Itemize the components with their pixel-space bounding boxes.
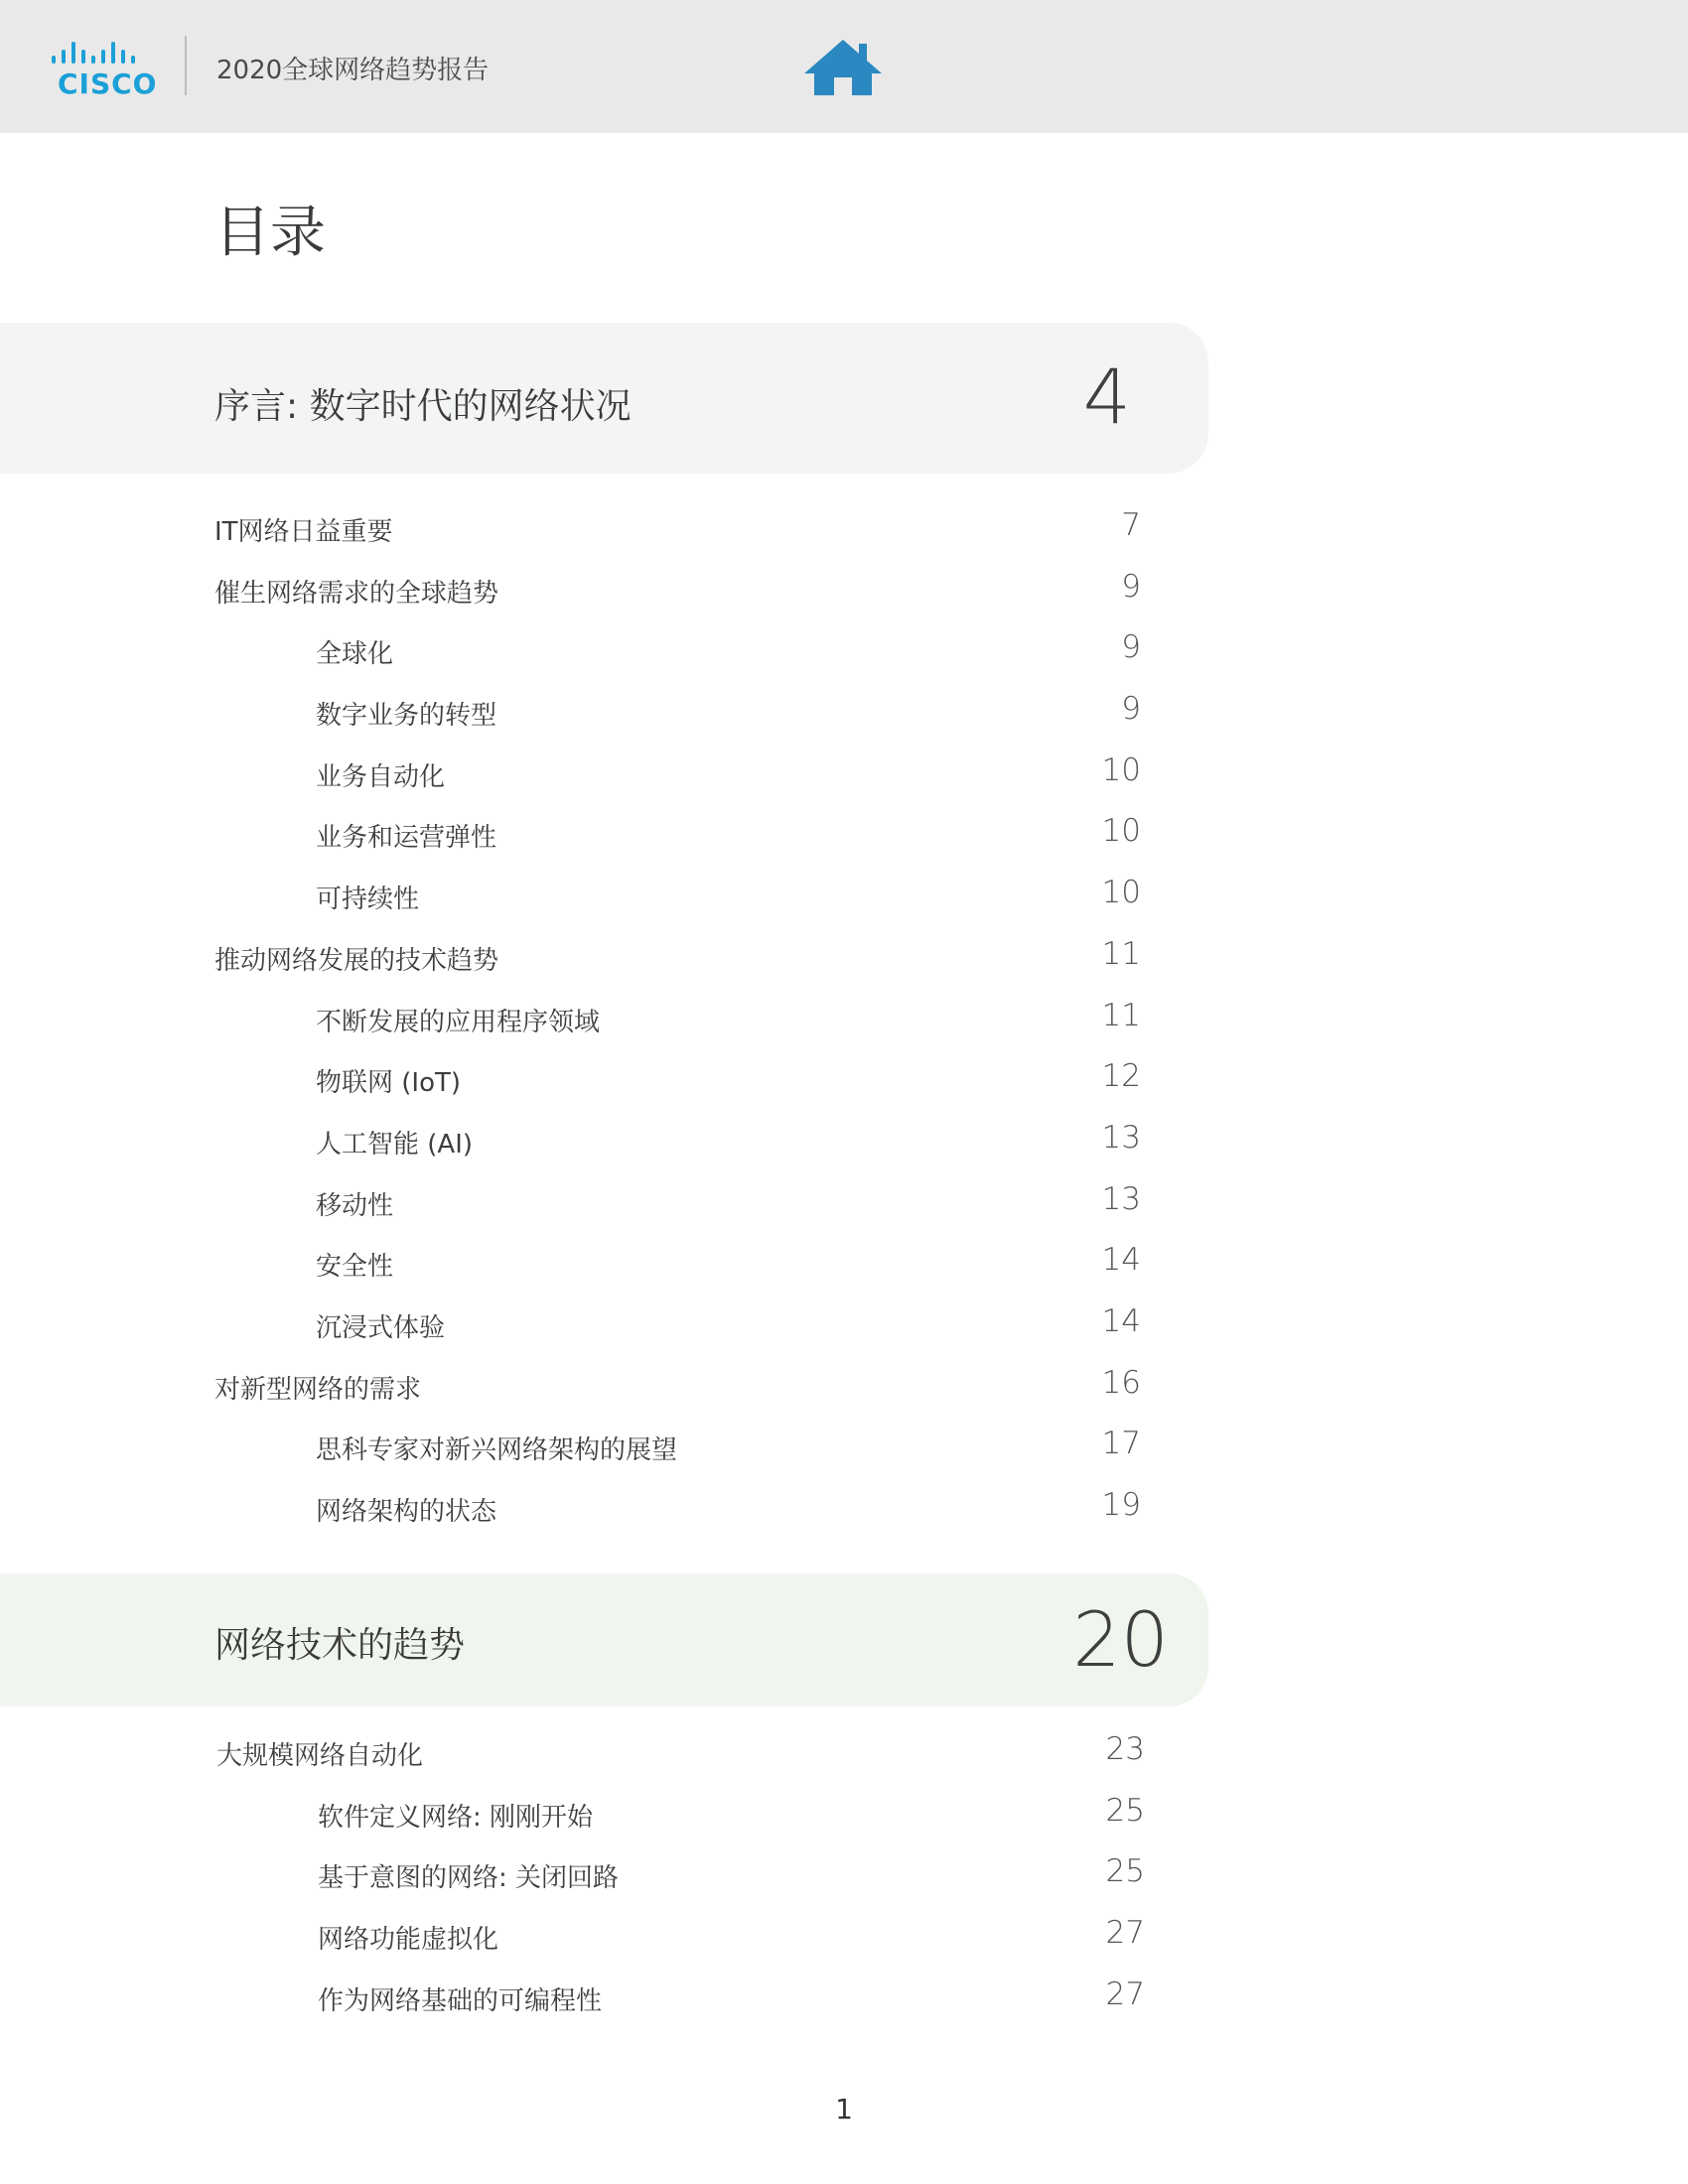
toc-title: 目录 xyxy=(214,201,326,265)
toc-entry[interactable] xyxy=(0,565,1208,626)
toc-entry[interactable] xyxy=(0,1361,1208,1423)
toc-entry-label: 人工智能 (AI) xyxy=(316,1129,474,1160)
toc-entry-page: 9 xyxy=(1121,691,1141,728)
toc-entry[interactable] xyxy=(0,687,1208,749)
section-band-network-trends[interactable] xyxy=(0,1573,1208,1706)
toc-entry[interactable] xyxy=(0,1849,1208,1911)
toc-entry-page: 23 xyxy=(1105,1731,1145,1767)
toc-entry[interactable] xyxy=(0,1789,1208,1850)
toc-entry[interactable] xyxy=(0,809,1208,871)
header-divider xyxy=(185,36,187,95)
section-page-number: 4 xyxy=(1082,352,1131,441)
toc-entry[interactable] xyxy=(0,1911,1208,1973)
home-icon[interactable] xyxy=(802,38,884,97)
toc-entry-label: 基于意图的网络: 关闭回路 xyxy=(318,1863,620,1894)
toc-entry[interactable] xyxy=(0,1054,1208,1116)
toc-entry-page: 13 xyxy=(1101,1119,1141,1156)
toc-entry-label: 作为网络基础的可编程性 xyxy=(318,1985,603,2016)
toc-entry-page: 10 xyxy=(1101,813,1141,850)
toc-entry-label: IT网络日益重要 xyxy=(214,517,393,547)
toc-entry-page: 17 xyxy=(1101,1426,1141,1462)
toc-entry-label: 网络功能虚拟化 xyxy=(318,1925,499,1956)
toc-entry[interactable] xyxy=(0,1299,1208,1361)
toc-entry-label: 业务自动化 xyxy=(316,761,446,792)
toc-entry-page: 10 xyxy=(1101,875,1141,911)
header-bar xyxy=(0,0,1688,133)
toc-entry[interactable] xyxy=(0,1422,1208,1483)
toc-entry-label: 数字业务的转型 xyxy=(316,701,497,732)
toc-entry-label: 对新型网络的需求 xyxy=(214,1374,422,1405)
toc-entry-page: 16 xyxy=(1101,1364,1141,1401)
toc-entry-page: 13 xyxy=(1101,1180,1141,1217)
toc-entry-page: 11 xyxy=(1101,997,1141,1033)
section-title: 网络技术的趋势 xyxy=(214,1625,466,1666)
toc-entry-label: 业务和运营弹性 xyxy=(316,823,497,854)
toc-entry[interactable] xyxy=(0,1727,1208,1789)
report-title: 2020全球网络趋势报告 xyxy=(216,56,490,85)
page-number: 1 xyxy=(835,2093,853,2125)
toc-entry[interactable] xyxy=(0,932,1208,994)
toc-entry-page: 27 xyxy=(1105,1915,1145,1952)
toc-entry-label: 可持续性 xyxy=(316,885,420,915)
toc-entry-label: 推动网络发展的技术趋势 xyxy=(214,945,499,976)
toc-entry-label: 安全性 xyxy=(316,1252,394,1283)
toc-entry[interactable] xyxy=(0,503,1208,565)
toc-entry-label: 大规模网络自动化 xyxy=(216,1741,424,1771)
toc-entry-page: 10 xyxy=(1101,751,1141,788)
toc-entry-page: 19 xyxy=(1101,1487,1141,1523)
toc-entry-label: 不断发展的应用程序领域 xyxy=(316,1007,601,1037)
cisco-logo-text: CISCO xyxy=(58,68,158,100)
toc-entry[interactable] xyxy=(0,1116,1208,1177)
toc-entry-label: 物联网 (IoT) xyxy=(316,1068,462,1099)
toc-entry[interactable] xyxy=(0,1177,1208,1239)
toc-entry-label: 催生网络需求的全球趋势 xyxy=(214,578,499,609)
toc-entry-page: 9 xyxy=(1121,629,1141,666)
toc-entry-page: 7 xyxy=(1121,507,1141,543)
section-band-preface[interactable] xyxy=(0,323,1208,474)
toc-entry-label: 移动性 xyxy=(316,1190,394,1221)
toc-entry[interactable] xyxy=(0,994,1208,1055)
toc-entry-label: 网络架构的状态 xyxy=(316,1497,497,1527)
toc-entry-page: 12 xyxy=(1101,1058,1141,1095)
toc-entry[interactable] xyxy=(0,1483,1208,1545)
toc-entry-page: 25 xyxy=(1105,1853,1145,1890)
toc-entry-page: 25 xyxy=(1105,1792,1145,1829)
toc-entry-page: 14 xyxy=(1101,1302,1141,1339)
toc-entry-page: 14 xyxy=(1101,1242,1141,1279)
toc-entry-label: 全球化 xyxy=(316,639,394,670)
toc-entry[interactable] xyxy=(0,749,1208,810)
toc-list-network-trends xyxy=(0,1727,1208,2033)
toc-entry[interactable] xyxy=(0,1973,1208,2034)
toc-entry-label: 沉浸式体验 xyxy=(316,1312,446,1343)
toc-entry-label: 软件定义网络: 刚刚开始 xyxy=(318,1802,594,1833)
toc-entry-page: 11 xyxy=(1101,935,1141,972)
toc-entry-page: 9 xyxy=(1121,568,1141,605)
toc-entry[interactable] xyxy=(0,871,1208,932)
toc-entry[interactable] xyxy=(0,1238,1208,1299)
section-title: 序言: 数字时代的网络状况 xyxy=(214,386,632,427)
toc-entry-label: 思科专家对新兴网络架构的展望 xyxy=(316,1435,678,1466)
section-page-number: 20 xyxy=(1072,1595,1169,1684)
toc-entry[interactable] xyxy=(0,625,1208,687)
toc-entry-page: 27 xyxy=(1105,1976,1145,2012)
toc-list-preface xyxy=(0,503,1208,1545)
